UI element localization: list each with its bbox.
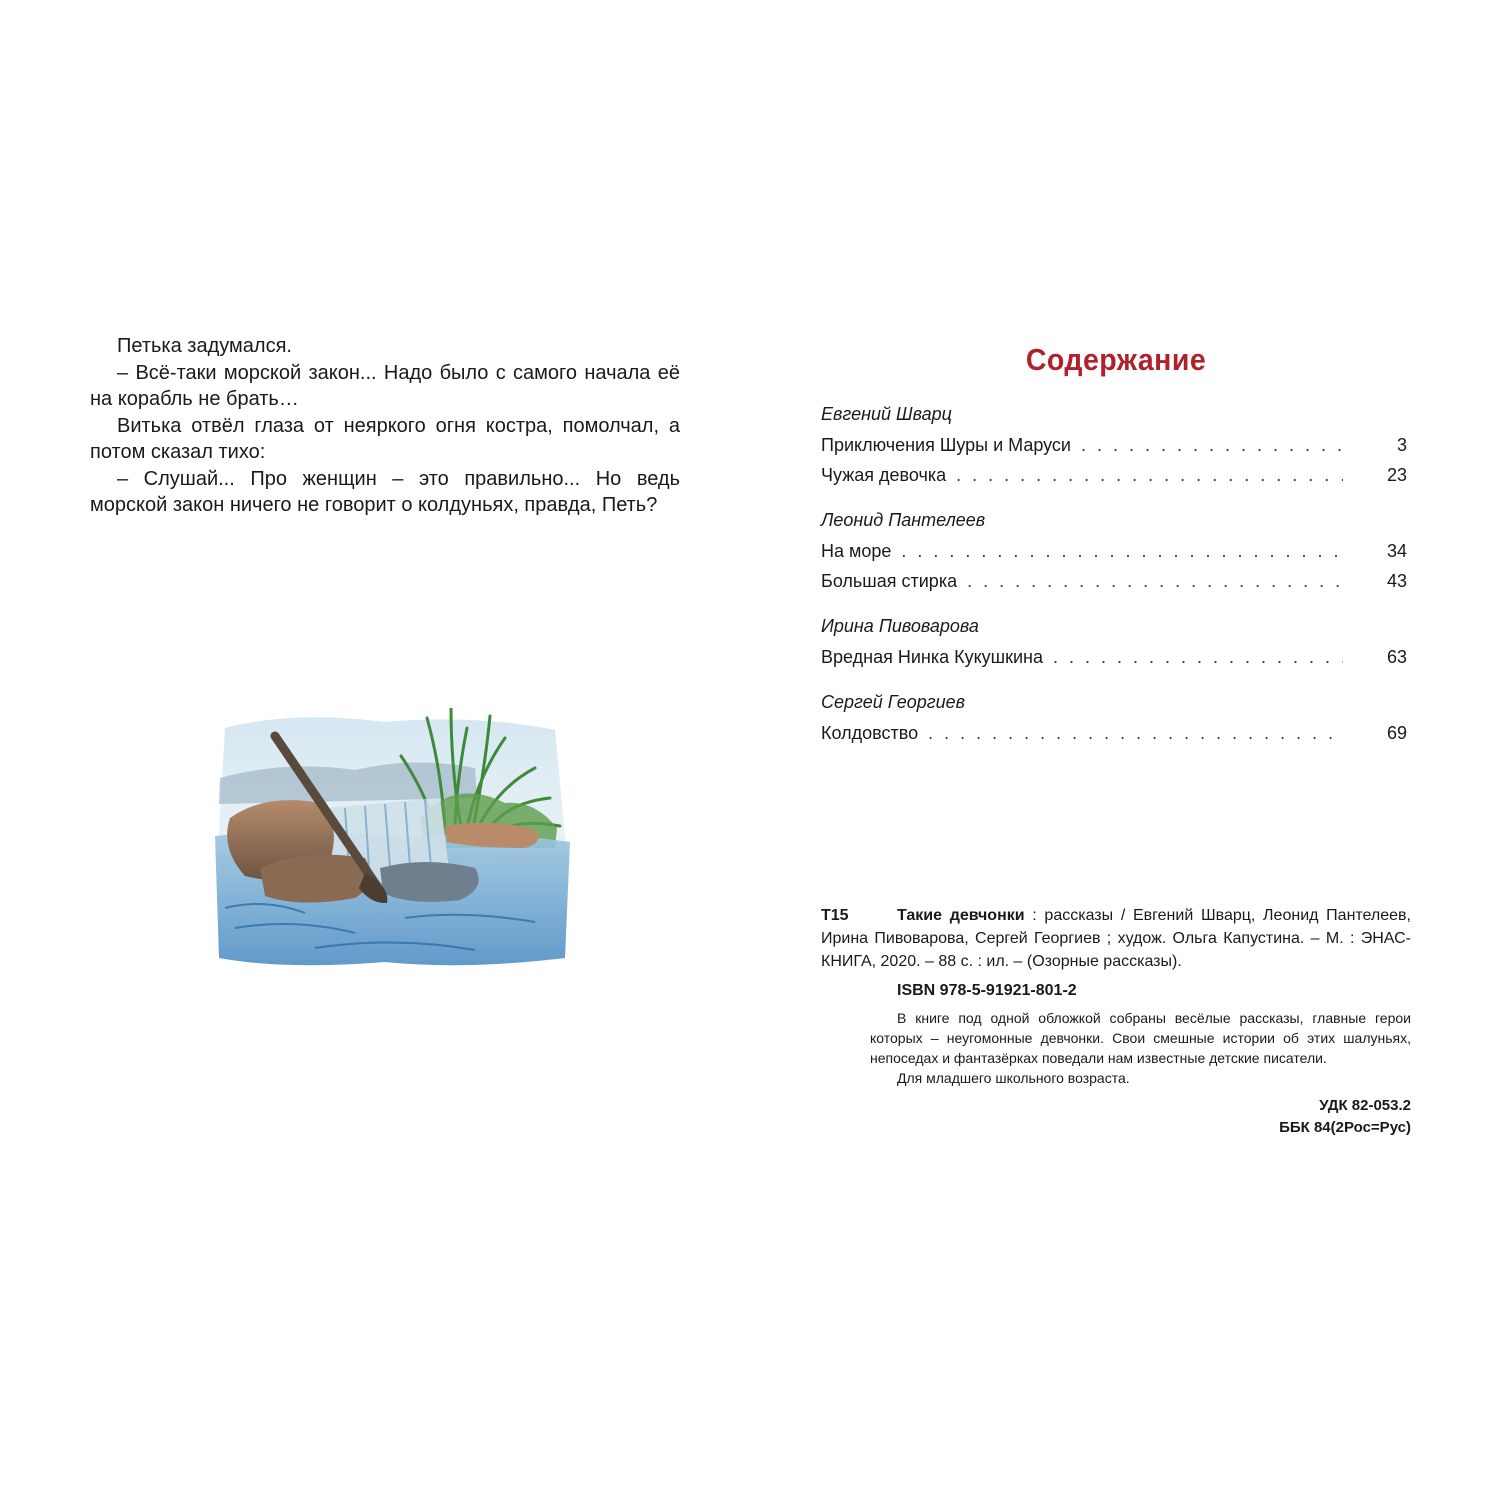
annotation-text: В книге под одной обложкой собраны весёлые рассказы, главные герои которых – неугомонные девчонки. Свои смешные истории об этих шалуньях, непоседах и фантазёрках поведали нам известные детские писатели. [870, 1010, 1411, 1066]
toc-entry-page: 3 [1396, 435, 1407, 455]
book-title: Такие девчонки [897, 907, 1025, 924]
toc-entry-page: 34 [1386, 541, 1407, 561]
rock-mid [260, 855, 371, 903]
story-paragraph: – Всё-таки морской закон... Надо было с самого начала её на корабль не брать… [90, 361, 680, 410]
toc-leader-dots [956, 460, 1343, 490]
author-sign: Т15 [821, 907, 849, 924]
left-page [90, 333, 680, 519]
biblio-description [821, 904, 1411, 973]
toc-author: Леонид Пантелеев [821, 510, 986, 530]
rock-right [380, 862, 479, 902]
toc-entry[interactable] [821, 430, 1407, 460]
toc-entry-title: На море [821, 541, 892, 561]
bbk-code: ББК 84(2Рос=Рус) [1279, 1119, 1411, 1136]
toc-author: Сергей Георгиев [821, 692, 966, 712]
toc-leader-dots [1053, 642, 1343, 672]
toc-entry[interactable] [821, 718, 1407, 748]
toc-entry-title: Колдовство [821, 723, 919, 743]
toc-entry-title: Приключения Шуры и Маруси [821, 435, 1071, 455]
toc-entry-title: Чужая девочка [821, 465, 947, 485]
toc-entry[interactable] [821, 642, 1407, 672]
toc-entry-page: 69 [1386, 723, 1407, 743]
toc-entry[interactable] [821, 536, 1407, 566]
toc-entry-page: 43 [1386, 571, 1407, 591]
toc-entry-title: Вредная Нинка Кукушкина [821, 647, 1043, 667]
toc-leader-dots [928, 718, 1343, 748]
story-paragraph: Петька задумался. [117, 335, 292, 357]
toc-entry-page: 23 [1386, 465, 1407, 485]
toc-entry-page: 63 [1386, 647, 1407, 667]
toc-title: Содержание [1025, 342, 1207, 377]
waterfall-illustration [205, 708, 577, 970]
udc-code: УДК 82-053.2 [1319, 1097, 1411, 1114]
isbn: ISBN 978-5-91921-801-2 [897, 982, 1077, 999]
story-paragraph: Витька отвёл глаза от неяркого огня костра, помолчал, а потом сказал тихо: [90, 414, 680, 463]
story-paragraph: – Слушай... Про женщин – это правильно... Но ведь морской закон ничего не говорит о колдуньях, правда, Петь? [90, 467, 680, 516]
age-note: Для младшего школьного возраста. [897, 1070, 1130, 1086]
toc-leader-dots [967, 566, 1343, 596]
toc-leader-dots [1081, 430, 1343, 460]
toc-entry-title: Большая стирка [821, 571, 958, 591]
bibliographic-record [821, 904, 1411, 1139]
annotation [870, 1008, 1411, 1088]
toc-entry[interactable] [821, 460, 1407, 490]
toc-entry[interactable] [821, 566, 1407, 596]
toc-leader-dots [901, 536, 1343, 566]
biblio-description-text: : рассказы / Евгений Шварц, Леонид Пантелеев, Ирина Пивоварова, Сергей Георгиев ; худож. Ольга Капустина. – М. : ЭНАС-КНИГА, 2020. – 88 с. : ил. – (Озорные рассказы). [821, 907, 1411, 970]
biblio-description-row [821, 904, 1411, 973]
toc-author: Евгений Шварц [821, 404, 952, 424]
toc-author: Ирина Пивоварова [821, 616, 979, 636]
table-of-contents [821, 338, 1411, 748]
